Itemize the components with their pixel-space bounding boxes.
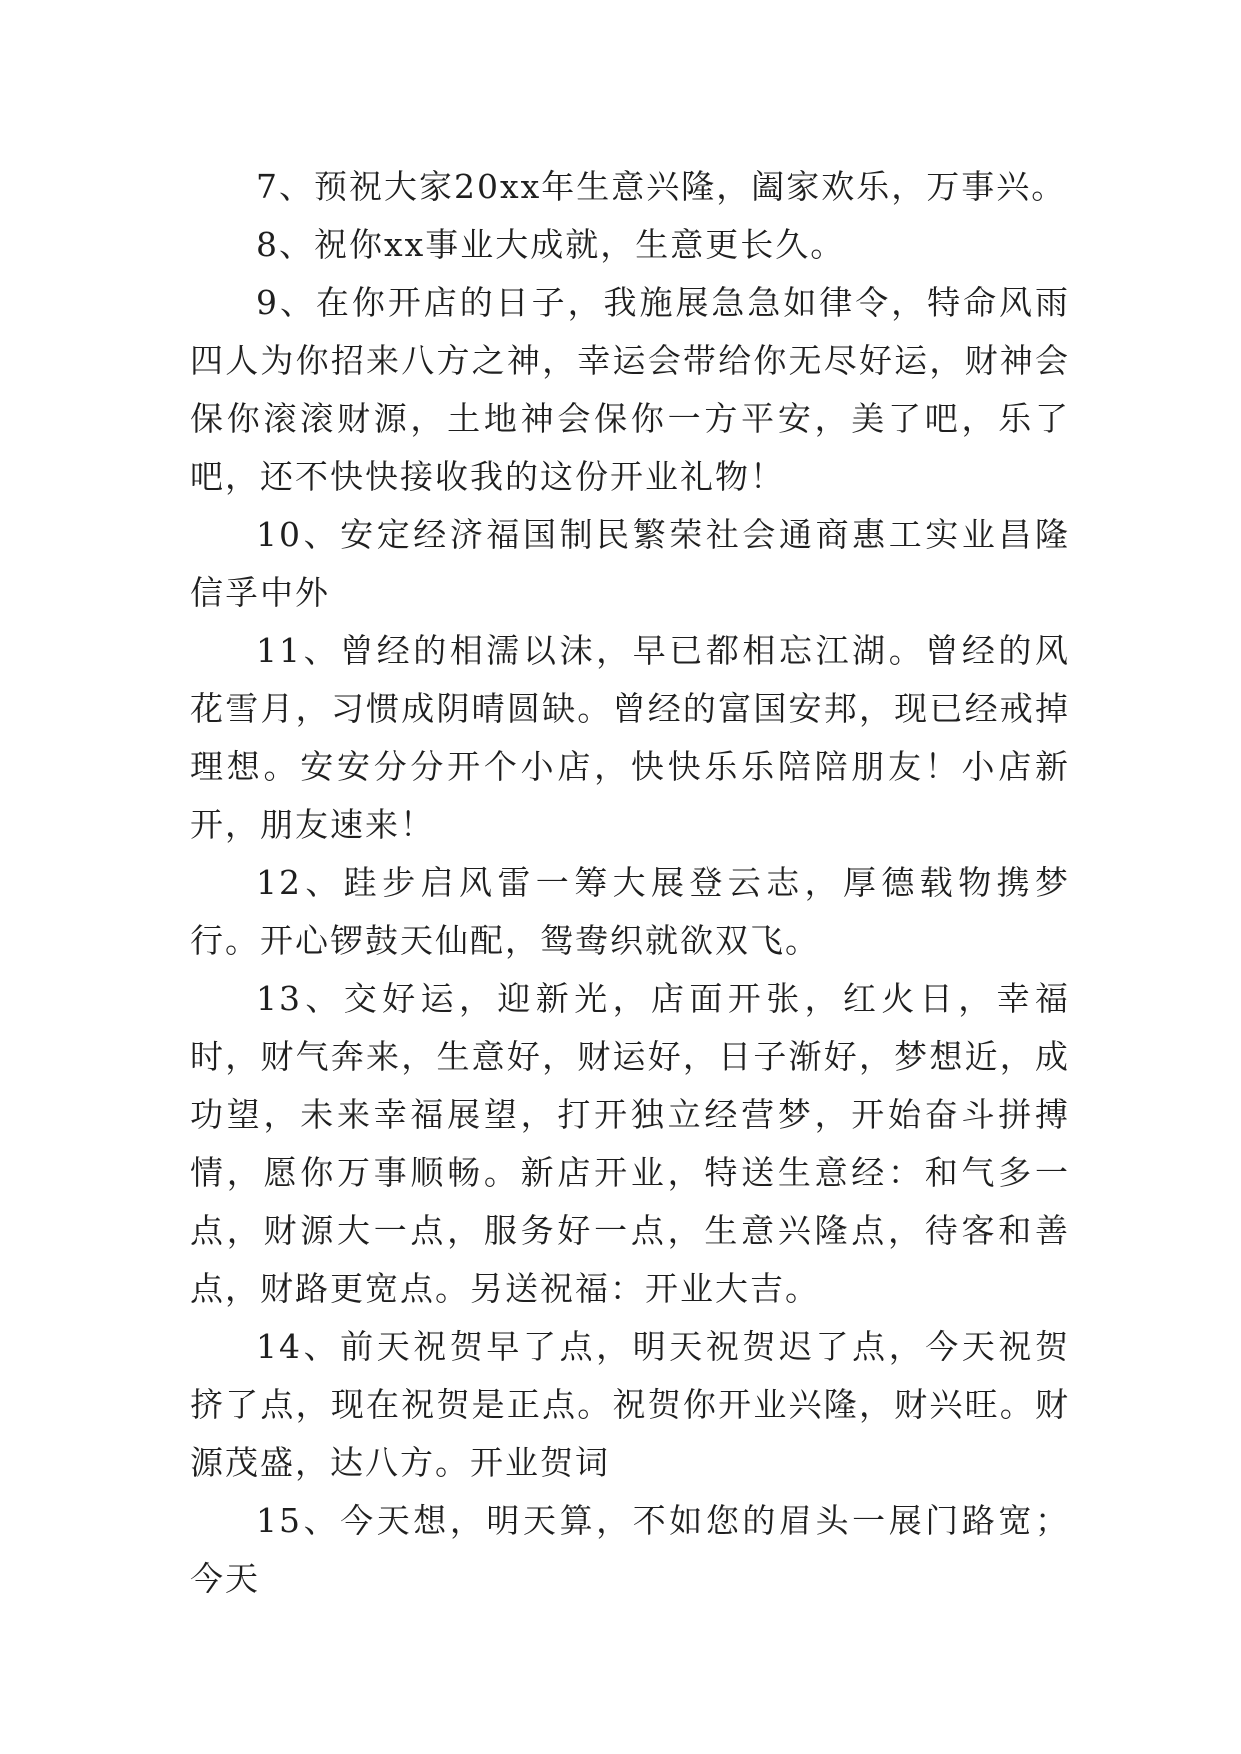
paragraph-7: 7、预祝大家20xx年生意兴隆，阖家欢乐，万事兴。	[256, 167, 1067, 206]
paragraph-9: 9、在你开店的日子，我施展急急如律令，特命风雨四人为你招来八方之神，幸运会带给你无尽好运，财神会保你滚滚财源，土地神会保你一方平安，美了吧，乐了吧，还不快快接收我的这份开业礼物！	[190, 283, 1070, 496]
paragraph-12: 12、跬步启风雷一筹大展登云志，厚德载物携梦行。开心锣鼓天仙配，鸳鸯织就欲双飞。	[190, 863, 1070, 960]
paragraph-14: 14、前天祝贺早了点，明天祝贺迟了点，今天祝贺挤了点，现在祝贺是正点。祝贺你开业兴隆，财兴旺。财源茂盛，达八方。开业贺词	[190, 1327, 1070, 1482]
document-body	[190, 158, 1070, 1608]
paragraph-10: 10、安定经济福国制民繁荣社会通商惠工实业昌隆信孚中外	[190, 515, 1070, 612]
paragraph-15: 15、今天想，明天算，不如您的眉头一展门路宽；今天	[190, 1501, 1070, 1598]
paragraph-8: 8、祝你xx事业大成就，生意更长久。	[256, 225, 846, 264]
paragraph-13: 13、交好运，迎新光，店面开张，红火日，幸福时，财气奔来，生意好，财运好，日子渐好，梦想近，成功望，未来幸福展望，打开独立经营梦，开始奋斗拼搏情，愿你万事顺畅。新店开业，特送生意经：和气多一点，财源大一点，服务好一点，生意兴隆点，待客和善点，财路更宽点。另送祝福：开业大吉。	[190, 979, 1070, 1308]
paragraph-11: 11、曾经的相濡以沫，早已都相忘江湖。曾经的风花雪月，习惯成阴晴圆缺。曾经的富国安邦，现已经戒掉理想。安安分分开个小店，快快乐乐陪陪朋友！小店新开，朋友速来！	[190, 631, 1070, 844]
